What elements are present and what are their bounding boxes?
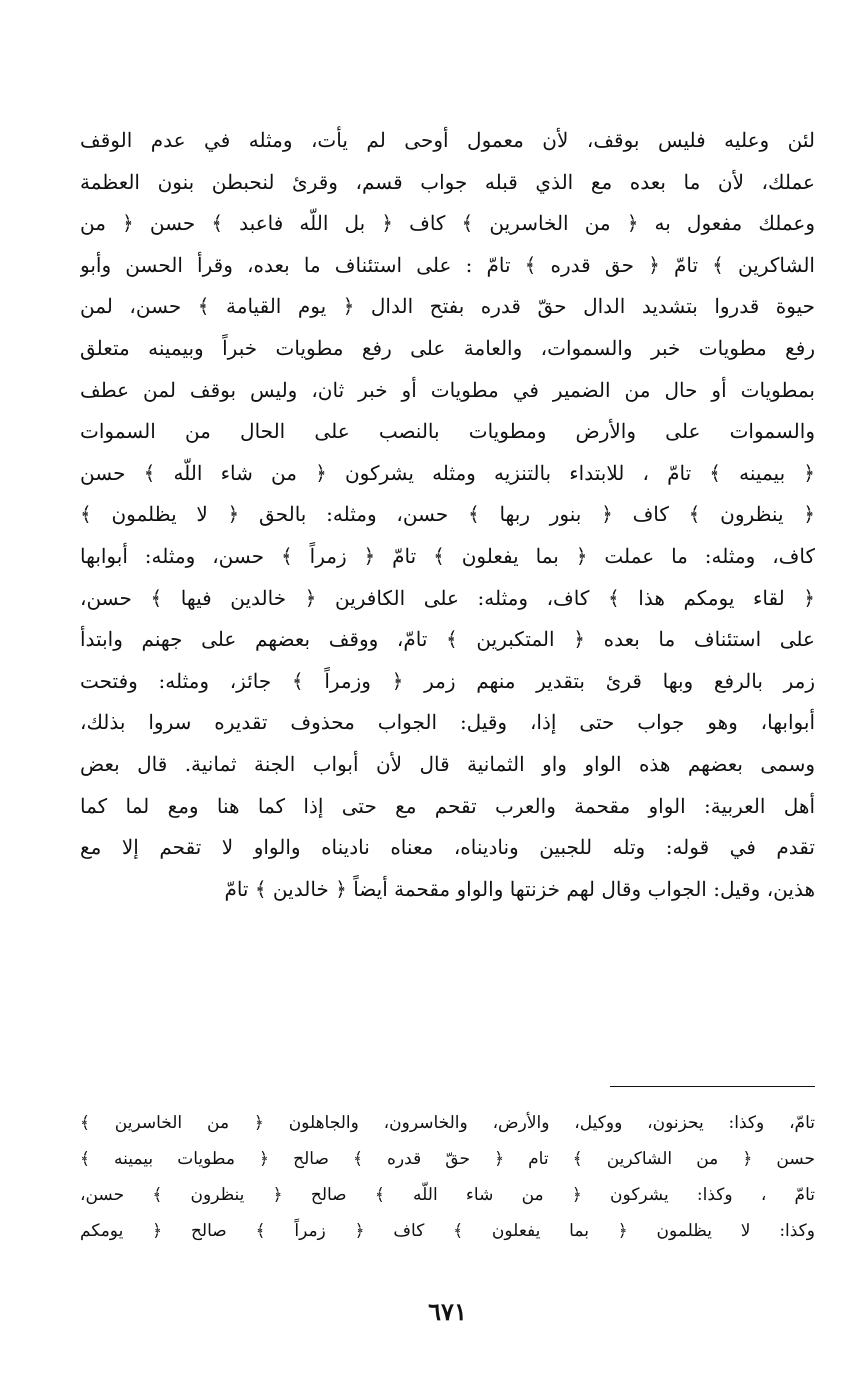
footnote-line: وكذا: لا يظلمون ﴿ بما يفعلون ﴾ كاف ﴿ زمراً ﴾ صالح ﴿ يومكم bbox=[80, 1221, 815, 1241]
footnote-separator bbox=[610, 1086, 815, 1087]
footnote-line: تامّ ، وكذا: يشركون ﴿ من شاء اللّه ﴾ صالح ﴿ ينظرون ﴾ حسن، bbox=[80, 1185, 815, 1205]
text-line: هذين، وقيل: الجواب وقال لهم خزنتها والواو مقحمة أيضاً ﴿ خالدين ﴾ تامّ bbox=[224, 876, 815, 901]
footnote-line: تامّ، وكذا: يحزنون، ووكيل، والأرض، والخاسرون، والجاهلون ﴿ من الخاسرين ﴾ bbox=[80, 1113, 815, 1133]
text-line: لئن وعليه فليس بوقف، لأن معمول أوحى لم يأت، ومثله في عدم الوقف bbox=[80, 128, 815, 152]
footnote-line: حسن ﴿ من الشاكرين ﴾ تام ﴿ حقّ قدره ﴾ صالح ﴿ مطويات بيمينه ﴾ bbox=[80, 1149, 815, 1169]
text-line: بمطويات أو حال من الضمير في مطويات أو خبر ثان، وليس بوقف لمن عطف bbox=[80, 377, 815, 402]
text-line: زمر بالرفع وبها قرئ بتقدير منهم زمر ﴿ وزمراً ﴾ جائز، ومثله: وفتحت bbox=[80, 668, 815, 693]
text-line: والسموات على والأرض ومطويات بالنصب على الحال من السموات bbox=[80, 419, 815, 444]
text-line: على استئناف ما بعده ﴿ المتكبرين ﴾ تامّ، ووقف بعضهم على جهنم وابتدأ bbox=[80, 627, 815, 652]
footnotes bbox=[80, 1105, 815, 1249]
main-text-body bbox=[80, 120, 815, 910]
text-line: الشاكرين ﴾ تامّ ﴿ حق قدره ﴾ تامّ : على استئناف ما بعده، وقرأ الحسن وأبو bbox=[80, 252, 815, 277]
document-page bbox=[80, 120, 815, 1360]
text-line: حيوة قدروا بتشديد الدال حقّ قدره بفتح الدال ﴿ يوم القيامة ﴾ حسن، لمن bbox=[80, 294, 815, 319]
text-line: ﴿ ينظرون ﴾ كاف ﴿ بنور ربها ﴾ حسن، ومثله: بالحق ﴿ لا يظلمون ﴾ bbox=[80, 502, 815, 527]
text-line: رفع مطويات خبر والسموات، والعامة على رفع مطويات خبراً وبيمينه متعلق bbox=[80, 335, 815, 360]
text-line: وسمى بعضهم هذه الواو واو الثمانية قال لأن أبواب الجنة ثمانية. قال بعض bbox=[80, 751, 815, 776]
page-number: ٦٧١ bbox=[428, 1297, 467, 1326]
text-line: كاف، ومثله: ما عملت ﴿ بما يفعلون ﴾ تامّ ﴿ زمراً ﴾ حسن، ومثله: أبوابها bbox=[80, 543, 815, 568]
text-line: وعملك مفعول به ﴿ من الخاسرين ﴾ كاف ﴿ بل اللّه فاعبد ﴾ حسن ﴿ من bbox=[80, 211, 815, 236]
text-line: أبوابها، وهو جواب حتى إذا، وقيل: الجواب محذوف تقديره سروا بذلك، bbox=[80, 710, 815, 735]
text-line: تقدم في قوله: وتله للجبين وناديناه، معناه ناديناه والواو لا تقحم إلا مع bbox=[80, 835, 815, 860]
text-line: أهل العربية: الواو مقحمة والعرب تقحم مع حتى إذا كما هنا ومع لما كما bbox=[80, 793, 815, 818]
text-line: ﴿ لقاء يومكم هذا ﴾ كاف، ومثله: على الكافرين ﴿ خالدين فيها ﴾ حسن، bbox=[80, 585, 815, 610]
text-line: ﴿ بيمينه ﴾ تامّ ، للابتداء بالتنزيه ومثله يشركون ﴿ من شاء اللّه ﴾ حسن bbox=[80, 460, 815, 485]
text-line: عملك، لأن ما بعده مع الذي قبله جواب قسم، وقرئ لنحبطن بنون العظمة bbox=[80, 169, 815, 194]
